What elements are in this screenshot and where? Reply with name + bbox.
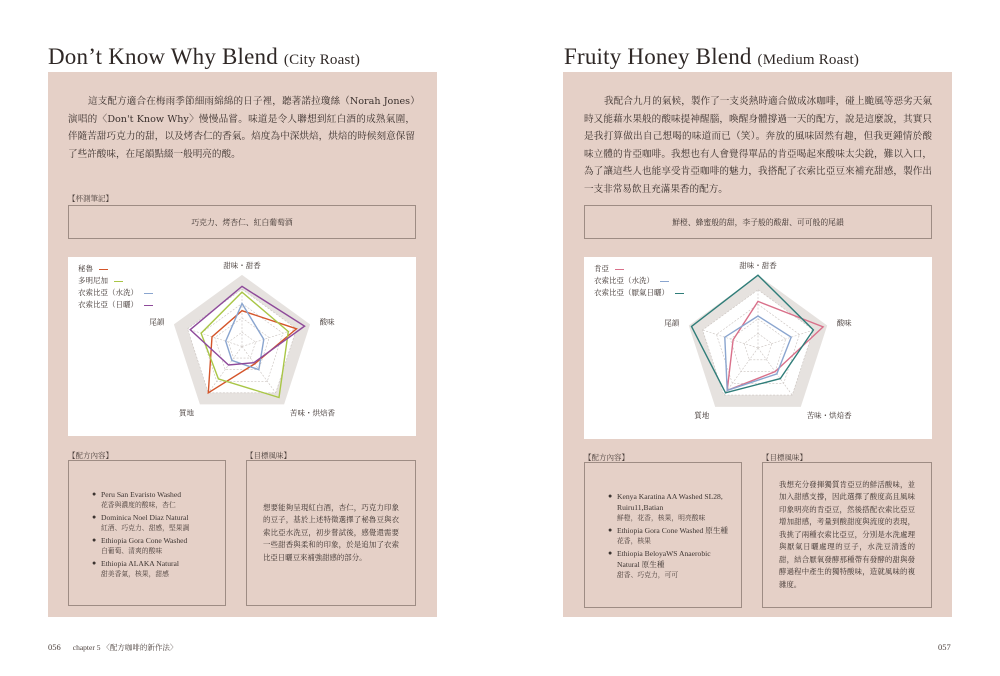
left-flavor-box <box>246 460 416 606</box>
left-chapter-title: chapter 5 〈配方咖啡的新作法〉 <box>72 643 178 652</box>
left-recipe-box <box>68 460 226 606</box>
left-notes-label: 【杯測筆記】 <box>68 194 113 203</box>
left-recipe-label: 【配方內容】 <box>68 451 113 460</box>
left-flavor-label: 【目標風味】 <box>246 451 291 460</box>
legend-swatch <box>660 281 669 282</box>
legend-entry <box>594 275 684 287</box>
legend-label: 多明尼加 <box>78 276 108 285</box>
left-footer <box>48 642 177 653</box>
recipe-bean-notes: 花香，核果 <box>617 537 651 545</box>
bullet-icon: ● <box>92 490 97 498</box>
left-notes-text: 巧克力、烤杏仁、紅白葡萄酒 <box>191 217 293 227</box>
bullet-icon: ● <box>92 513 97 521</box>
right-footer <box>938 642 951 652</box>
legend-label: 肯亞 <box>594 264 609 273</box>
recipe-bean-name: Dominica Noel Diaz Natural <box>101 513 189 522</box>
right-panel <box>563 72 952 617</box>
legend-swatch <box>114 281 123 282</box>
legend-entry <box>78 287 153 299</box>
radar-axis-label: 酸味 <box>836 318 852 328</box>
recipe-bean-name: Ethiopia BeloyaWS Anaerobic Natural 原生種 <box>617 549 711 569</box>
left-chart-legend <box>78 263 153 311</box>
legend-label: 衣索比亞（水洗） <box>78 288 138 297</box>
recipe-bean-notes: 甜美香氣，核果，甜感 <box>101 570 169 578</box>
recipe-bean-notes: 花香與濃度的酸味，杏仁 <box>101 501 176 509</box>
right-intro-text: 我配合九月的氣候，製作了一支炎熱時適合做成冰咖啡，碰上颱風等惡劣天氣時又能藉水果般的酸味提神醒腦，喚醒身體撐過一天的配方，說是這麼說，其實只是我打算做出自己想喝的味道而已（笑）。奔放的風味固然有趣，但我更鍾情於酸味立體的肯亞咖啡。我想也有人會覺得單品的肯亞喝起來酸味太尖銳，難以入口，為了讓這些人也能享受肯亞咖啡的魅力，我搭配了衣索比亞豆來補充甜感，製作出一支非常易飲且充滿果香的配方。 <box>584 96 932 195</box>
recipe-bean-name: Ethiopia Gora Cone Washed <box>101 536 188 545</box>
radar-axis-label: 尾韻 <box>664 318 680 328</box>
right-recipe-label: 【配方內容】 <box>584 453 629 462</box>
legend-label: 衣索比亞（水洗） <box>594 276 654 285</box>
legend-entry <box>594 263 684 275</box>
legend-swatch <box>144 293 153 294</box>
bullet-icon: ● <box>92 536 97 544</box>
radar-axis-label: 質地 <box>694 411 710 420</box>
recipe-bean-name: Ethiopia Gora Cone Washed 原生種 <box>617 526 729 535</box>
bullet-icon: ● <box>608 549 613 557</box>
recipe-bean-name: Kenya Karatina AA Washed SL28, Ruiru11,Batian <box>617 492 723 512</box>
left-blend-title <box>48 44 360 70</box>
recipe-bean-name: Peru San Evaristo Washed <box>101 490 182 499</box>
legend-entry <box>78 275 153 287</box>
recipe-item <box>92 558 213 580</box>
right-recipe-list <box>608 491 729 581</box>
right-page <box>500 0 1000 676</box>
legend-swatch <box>675 293 684 294</box>
right-page-number: 057 <box>938 642 951 652</box>
left-recipe-list <box>92 489 213 580</box>
right-title-text: Fruity Honey Blend <box>564 44 752 69</box>
recipe-item <box>608 525 729 547</box>
right-cupping-notes <box>584 205 932 239</box>
left-panel <box>48 72 437 617</box>
radar-axis-label: 甜味・甜香 <box>223 260 261 270</box>
legend-label: 秘魯 <box>78 264 93 273</box>
recipe-bean-name: Ethiopia ALAKA Natural <box>101 559 180 568</box>
recipe-item <box>92 512 213 534</box>
bullet-icon: ● <box>608 526 613 534</box>
left-roast-level: (City Roast) <box>283 52 361 68</box>
legend-swatch <box>615 269 624 270</box>
right-flavor-box <box>762 462 932 608</box>
radar-axis-label: 甜味・甜香 <box>739 261 777 271</box>
right-flavor-label: 【目標風味】 <box>762 453 807 462</box>
radar-axis-label: 質地 <box>179 408 194 418</box>
right-radar-chart <box>584 257 932 439</box>
recipe-bean-notes: 白葡萄、清爽的酸味 <box>101 547 163 555</box>
radar-axis-label: 酸味 <box>319 317 335 327</box>
right-chart-legend <box>594 263 684 299</box>
legend-label: 衣索比亞（日曬） <box>78 300 138 309</box>
right-roast-level: (Medium Roast) <box>757 52 860 68</box>
recipe-bean-notes: 鮮橙，花香，核果，明亮酸味 <box>617 514 706 522</box>
left-flavor-text: 想要能夠呈現紅白酒，杏仁，巧克力印象的豆子，基於上述特徵選擇了秘魯豆與衣索比亞水洗豆，初步嘗試後，感覺還需要一些甜香與柔和的印象，於是追加了衣索比亞日曬豆來補強甜感的部分。 <box>263 502 399 562</box>
legend-entry <box>78 299 153 311</box>
recipe-item <box>608 491 729 524</box>
left-page-number: 056 <box>48 642 61 652</box>
radar-axis-label: 苦味・烘焙香 <box>290 408 335 418</box>
bullet-icon: ● <box>608 492 613 500</box>
radar-axis-label: 尾韻 <box>149 317 165 327</box>
recipe-bean-notes: 紅酒、巧克力、甜感，堅果調 <box>101 524 190 532</box>
left-title-text: Don’t Know Why Blend <box>48 44 278 69</box>
legend-entry <box>78 263 153 275</box>
recipe-item <box>92 489 213 511</box>
left-intro-text: 這支配方適合在梅雨季節細雨綿綿的日子裡，聽著諾拉瓊絲（Norah Jones）演唱的〈Don't Know Why〉慢慢品嘗。味道是令人聯想到紅白酒的成熟氣圍，伴隨苦甜巧克力的甜，以及烤杏仁的香氣。焙度為中深烘焙，烘焙的時候刻意保留了些許酸味，在尾韻點綴一般明亮的酸。 <box>68 96 415 160</box>
legend-swatch <box>144 305 153 306</box>
recipe-item <box>92 535 213 557</box>
right-blend-title <box>564 44 859 70</box>
right-notes-text: 鮮橙、蜂蜜般的甜，李子般的酸甜、可可般的尾韻 <box>672 217 844 227</box>
radar-axis-label: 苦味・烘焙香 <box>806 411 852 420</box>
left-cupping-notes <box>68 205 416 239</box>
legend-label: 衣索比亞（厭氣日曬） <box>594 288 669 297</box>
right-flavor-text: 我想充分發揮獨質肯亞豆的鮮活酸味，並加入甜感支撐，因此選擇了酸度高且風味印象明亮的肯亞豆，然後搭配衣索比亞豆增加甜感，考量到酸甜度與流度的表現，我挑了兩種衣索比亞豆，分別是水洗處理與厭氣日曬處理的豆子，水洗豆清透的甜，結合厭氧發酵那種帶有發酵的甜與發酵過程中產生的獨特酸味，造就風味的複雜度。 <box>779 479 915 589</box>
right-recipe-box <box>584 462 742 608</box>
recipe-item <box>608 548 729 581</box>
left-radar-chart <box>68 257 416 436</box>
bullet-icon: ● <box>92 559 97 567</box>
legend-swatch <box>99 269 108 270</box>
legend-entry <box>594 287 684 299</box>
recipe-bean-notes: 甜香、巧克力，可可 <box>617 571 679 579</box>
